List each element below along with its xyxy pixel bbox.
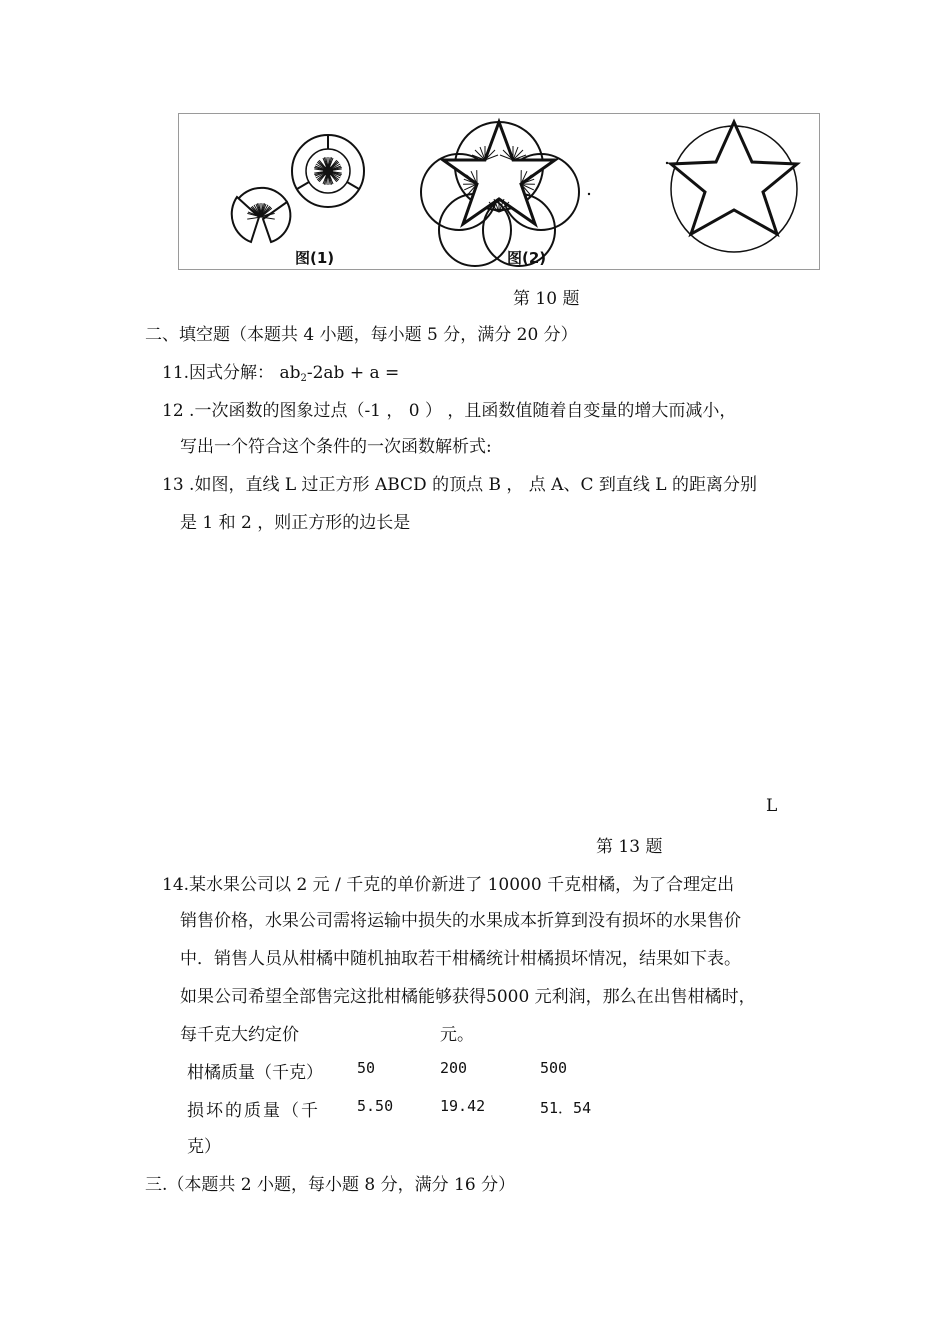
table-row2-header-cont: 克） (187, 1137, 221, 1157)
q11-subscript: 2 (300, 373, 307, 384)
section-2-heading: 二、填空题（本题共 4 小题，每小题 5 分，满分 20 分） (145, 325, 578, 345)
figure-label-2: 图(2) (507, 249, 547, 267)
table-row1-header: 柑橘质量（千克） (187, 1063, 323, 1083)
question-14-line3: 中．销售人员从柑橘中随机抽取若干柑橘统计柑橘损坏情况，结果如下表。 (180, 949, 741, 969)
table-row2-header: 损坏的质量（千 (187, 1101, 320, 1121)
question-13-line2: 是 1 和 2 ，则正方形的边长是 (180, 513, 411, 533)
question-11 (162, 358, 399, 384)
figure-13-caption: 第 13 题 (596, 837, 663, 857)
fig2-star-with-circles (421, 122, 590, 266)
section-3-heading: 三.（本题共 2 小题，每小题 8 分，满分 16 分） (145, 1175, 516, 1195)
table-row1-cell: 50 (357, 1059, 376, 1077)
q11-rest: -2ab + a = (306, 363, 400, 383)
figure-10-drawing (179, 114, 821, 271)
figure-13-line-label: L (766, 796, 778, 816)
figure-10-caption: 第 10 题 (513, 289, 580, 309)
question-14-line2: 销售价格，水果公司需将运输中损失的水果成本折算到没有损坏的水果售价 (180, 911, 741, 931)
question-12-line2: 写出一个符合这个条件的一次函数解析式: (180, 437, 492, 457)
table-row2-cell: 19.42 (440, 1097, 486, 1115)
fig1-sector-pieces (232, 188, 291, 242)
table-row1-cell: 200 (440, 1059, 468, 1077)
question-14-line5a: 每千克大约定价 (180, 1025, 299, 1045)
fig3-star-in-circle (666, 122, 797, 252)
figure-label-1: 图(1) (295, 249, 335, 267)
table-row1-cell: 500 (540, 1059, 568, 1077)
fig1-circle (292, 135, 364, 207)
table-row2-cell: 5.50 (357, 1097, 394, 1115)
table-row2-cell: 51．54 (540, 1099, 592, 1117)
q11-text: 11.因式分解： ab (162, 363, 301, 383)
question-13-line1: 13 .如图，直线 L 过正方形 ABCD 的顶点 B ， 点 A、C 到直线 L 的距离分别 (162, 475, 757, 495)
question-14-line5b: 元。 (440, 1025, 474, 1045)
question-14-line4: 如果公司希望全部售完这批柑橘能够获得5000 元利润，那么在出售柑橘时， (180, 987, 756, 1007)
question-14-line1: 14.某水果公司以 2 元 / 千克的单价新进了 10000 千克柑橘，为了合理定出 (162, 875, 735, 895)
figure-10 (178, 113, 820, 270)
question-12-line1: 12 .一次函数的图象过点（-1 ， 0 ） ，且函数值随着自变量的增大而减小， (162, 401, 737, 421)
